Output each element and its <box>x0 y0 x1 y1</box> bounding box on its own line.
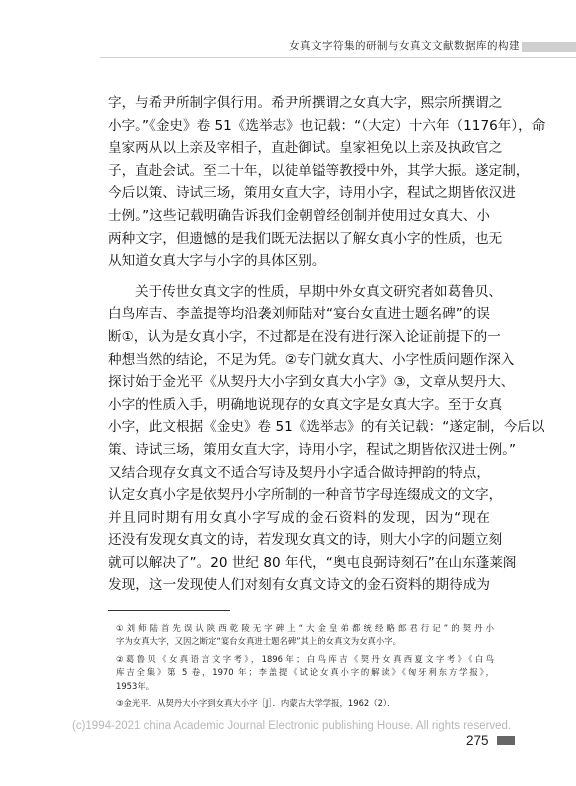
footnote-rule <box>108 610 230 611</box>
footnote-2 <box>116 653 494 693</box>
body-text <box>108 92 546 597</box>
paragraph-1 <box>108 92 546 273</box>
text-line: 白鸟库吉、李盖提等均沿袭刘师陆对“宴台女直进士题名碑”的误 <box>108 306 490 323</box>
footnotes <box>116 622 494 710</box>
text-line: 小字，此文根据《金史》卷 51《选举志》的有关记载：“遂定制，今后以 <box>108 419 545 436</box>
footnote-1 <box>116 622 494 649</box>
paragraph-2 <box>108 281 545 597</box>
text-line: 今后以策、诗试三场，策用女直大字，诗用小字，程试之期皆依汉进 <box>108 185 516 202</box>
footnote-3 <box>116 697 494 710</box>
text-line: 认定女真小字是依契丹小字所制的一种音节字母连缀成文的文字， <box>108 487 503 504</box>
footnote-line: ②葛鲁贝《女真语言文字考》，1896年；白鸟库吉《契丹女真西夏文字考》《白鸟 <box>116 653 494 664</box>
text-line: 断①，认为是女真小字，不过都是在没有进行深入论证前提下的一 <box>108 328 501 345</box>
text-line: 策、诗试三场，策用女直大字，诗用小字，程试之期皆依汉进士例。” <box>108 441 517 458</box>
text-line: 字，与希尹所制字俱行用。希尹所撰谓之女真大字，熙宗所撰谓之 <box>108 95 503 111</box>
text-line: 探讨始于金光平《从契丹大小字到女真大小字》③，文章从契丹大、 <box>108 374 515 391</box>
copyright-watermark: (c)1994-2021 china Academic Journal Electronic publishing House. All rights reserved. <box>72 720 512 732</box>
footnote-line: 1953年。 <box>116 680 155 691</box>
page-number: 275 <box>466 733 489 748</box>
text-line: 从知道女真大字与小字的具体区别。 <box>108 253 326 270</box>
footnote-line: 字为女真大字，又因之断定“宴台女真进士题名碑”其上的女真文为女真小字。 <box>116 636 402 647</box>
text-line: 子，直赴会试。至二十年，以徒单镒等教授中外，其学大振。遂定制， <box>108 162 530 179</box>
footnote-line: ①刘师陆首先误认陕西乾陵无字碑上“大金皇弟都统经略郎君行记”的契丹小 <box>116 623 494 633</box>
text-line: 种想当然的结论，不足为凭。②专门就女真大、小字性质问题作深入 <box>108 351 515 368</box>
text-line: 还没有发现女真文的诗，若发现女真文的诗，则大小字的问题立刻 <box>108 532 503 549</box>
header-rule <box>100 57 576 58</box>
header-tab-decoration <box>522 42 576 52</box>
text-line: 小字的性质入手，明确地说现存的女真文字是女真大字。至于女真 <box>108 396 503 413</box>
text-line: 两种文字，但遗憾的是我们既无法据以了解女真小字的性质，也无 <box>108 230 503 247</box>
page-number-tab <box>497 736 515 745</box>
text-line: 又结合现存女真文不适合写诗及契丹小字适合做诗押韵的特点， <box>108 464 490 481</box>
running-header-title: 女真文字符集的研制与女真文文献数据库的构建 <box>289 40 520 52</box>
footnote-line: ③金光平．从契丹大小字到女真大小字［J］．内蒙古大学学报，1962（2）． <box>116 698 396 709</box>
text-line: 关于传世女真文字的性质，早期中外女真文研究者如葛鲁贝、 <box>135 283 503 300</box>
text-line: 皇家两从以上亲及宰相子，直赴御试。皇家袒免以上亲及执政官之 <box>108 140 503 157</box>
footnote-line: 库吉全集》第 5 卷，1970 年；李盖提《试论女真小字的解读》《匈牙利东方学报》， <box>116 667 494 678</box>
text-line: 发现，这一发现使人们对刻有女真文诗文的金石资料的期待成为 <box>108 577 490 594</box>
text-line: 就可以解决了”。20 世纪 80 年代，“奥屯良弼诗刻石”在山东蓬莱阁 <box>108 554 517 571</box>
text-line: 士例。”这些记载明确告诉我们金朝曾经创制并使用过女真大、小 <box>108 207 490 224</box>
text-line: 并且同时期有用女真小字写成的金石资料的发现，因为“现在 <box>108 509 490 526</box>
text-line: 小字。”《金史》卷 51《选举志》也记载：“（大定）十六年（1176年），命 <box>108 117 546 134</box>
